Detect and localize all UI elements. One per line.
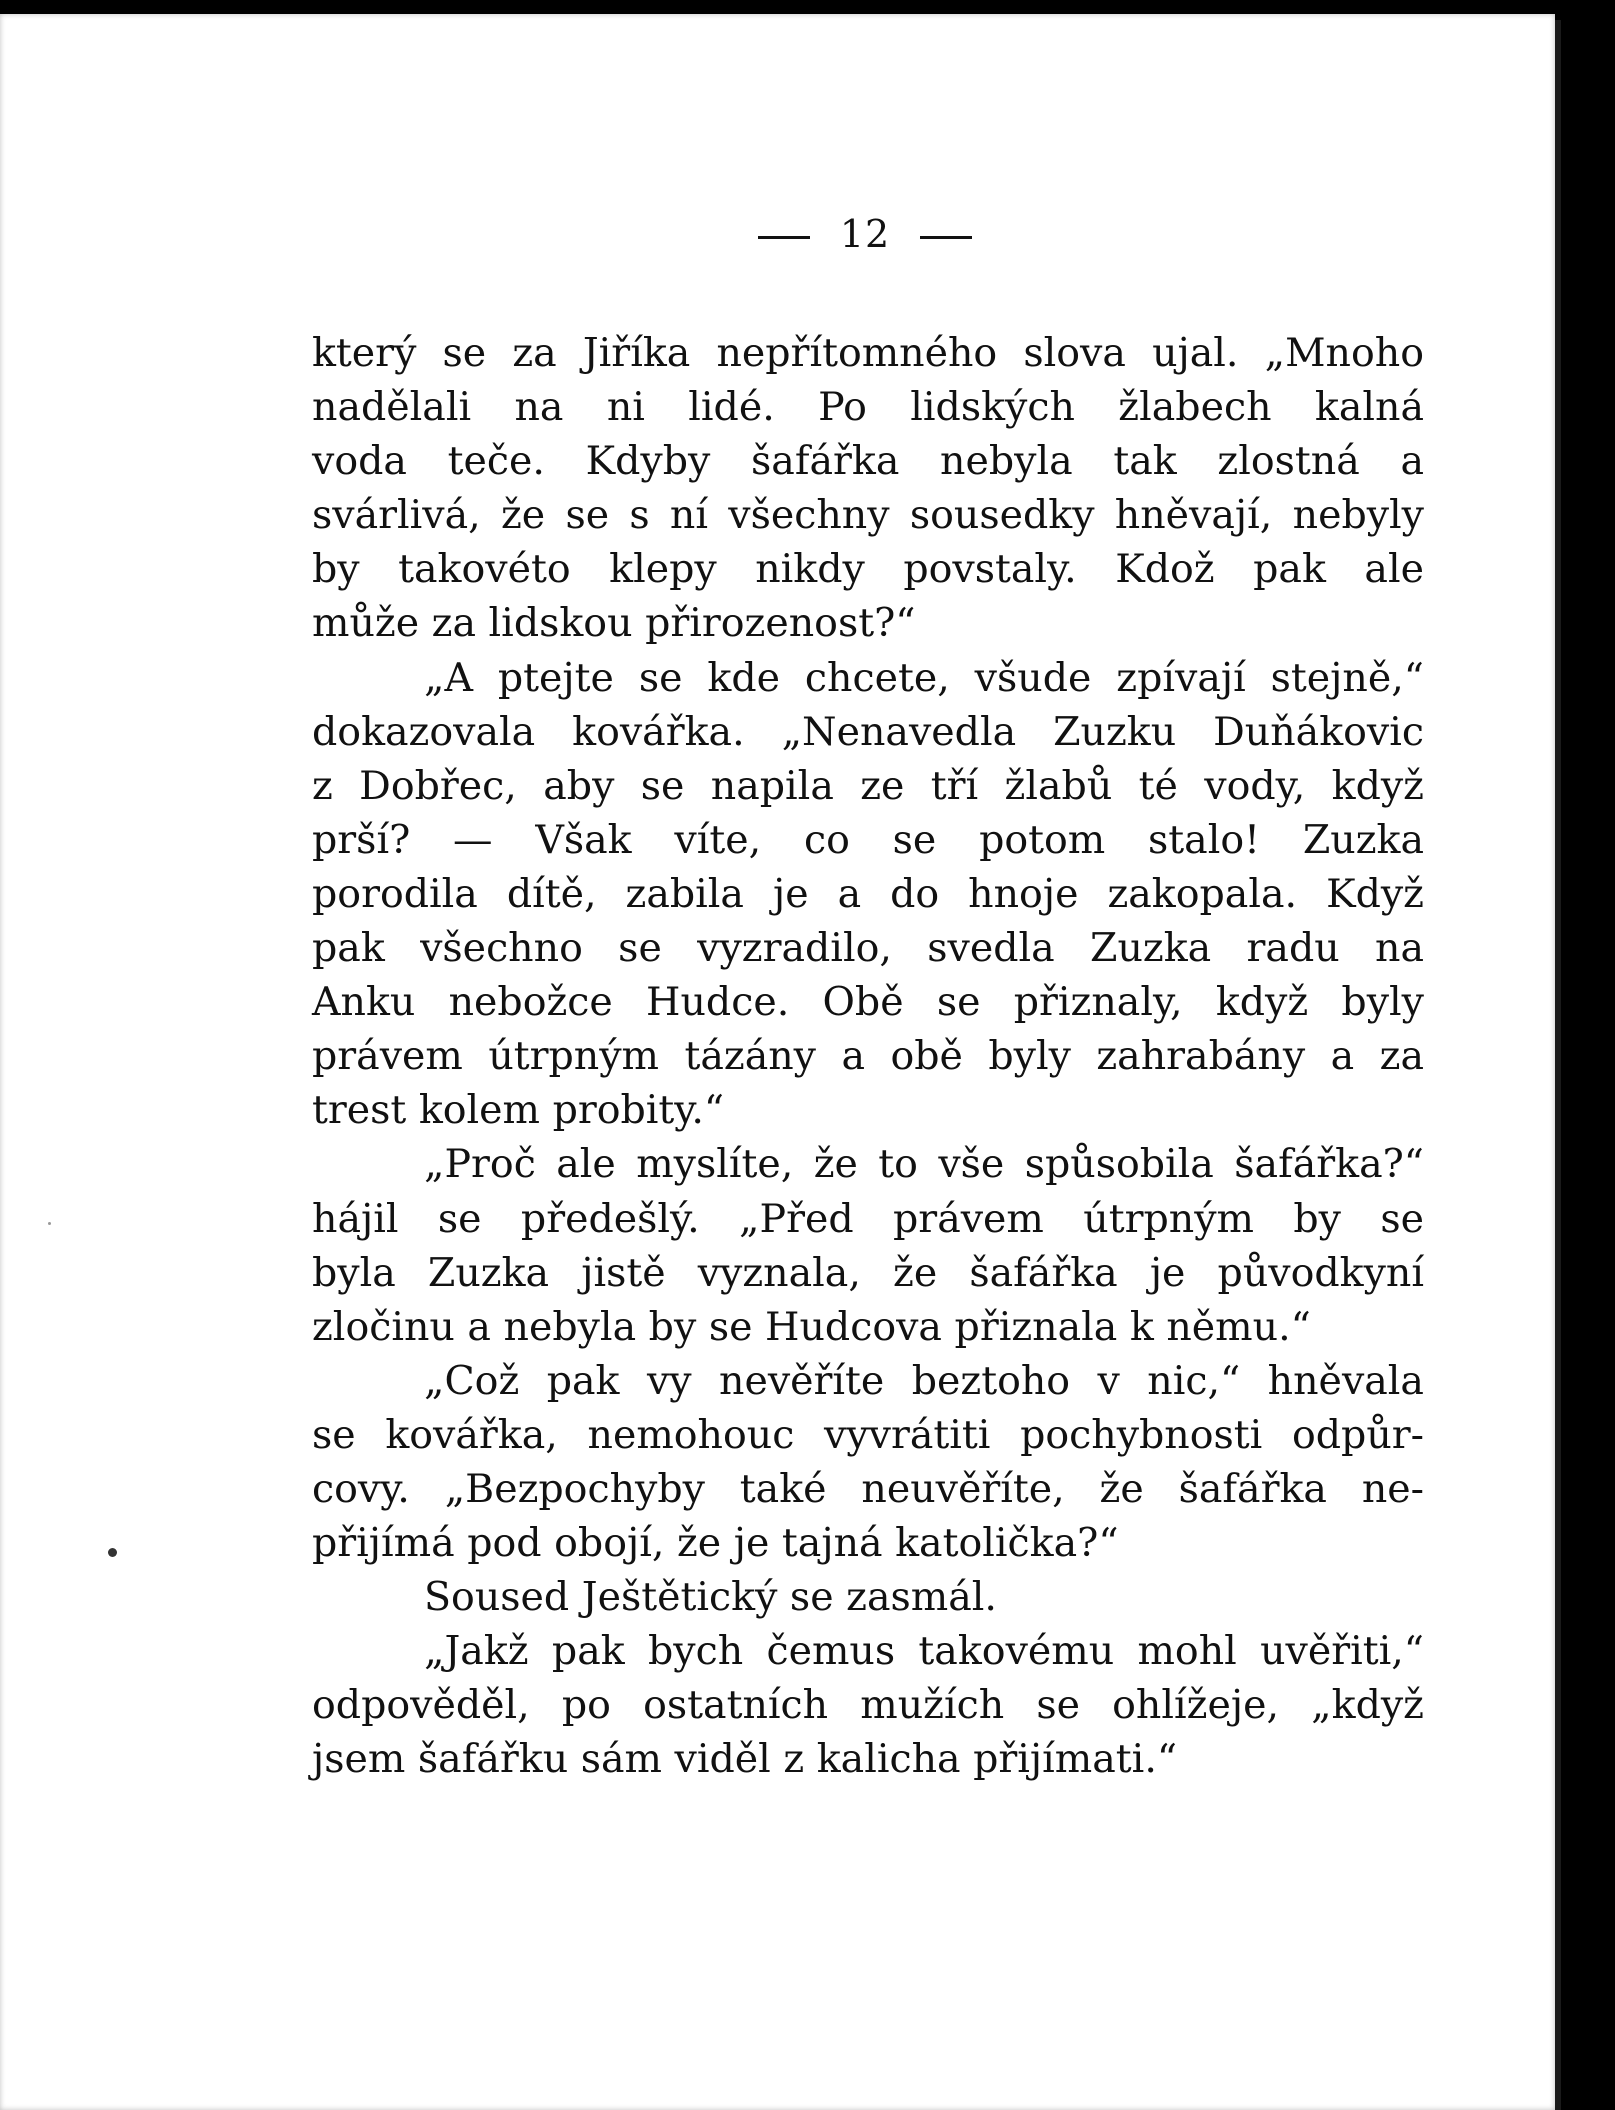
text-line: pak všechno se vyzradilo, svedla Zuzka radu na — [312, 925, 1424, 972]
text-line: byla Zuzka jistě vyznala, že šafářka je původkyní — [312, 1249, 1424, 1296]
scan-right-border — [1555, 0, 1615, 2110]
text-line: který se za Jiříka nepřítomného slova ujal. „Mnoho — [312, 330, 1424, 376]
text-line: dokazovala kovářka. „Nenavedla Zuzku Duňákovic — [312, 708, 1424, 755]
scan-speck — [48, 1222, 51, 1225]
text-line: „Což pak vy nevěříte beztoho v nic,“ hněvala — [424, 1357, 1424, 1404]
text-line: se kovářka, nemohouc vyvrátiti pochybnosti odpůr- — [312, 1411, 1424, 1458]
text-line: může za lidskou přirozenost?“ — [312, 600, 916, 647]
text-line: zločinu a nebyla by se Hudcova přiznala k němu.“ — [312, 1303, 1311, 1350]
text-line: covy. „Bezpochyby také neuvěříte, že šafářka ne- — [312, 1465, 1424, 1512]
text-line: hájil se předešlý. „Před právem útrpným by se — [312, 1195, 1424, 1242]
text-line: prší? — Však víte, co se potom stalo! Zuzka — [312, 816, 1424, 863]
text-line: by takovéto klepy nikdy povstaly. Kdož pak ale — [312, 546, 1424, 593]
scan-border-bevel — [1555, 20, 1561, 2110]
text-line: „Jakž pak bych čemus takovému mohl uvěřiti,“ — [424, 1628, 1424, 1675]
text-line: odpověděl, po ostatních mužích se ohlížeje, „když — [312, 1682, 1424, 1729]
text-line: „A ptejte se kde chcete, všude zpívají stejně,“ — [424, 654, 1424, 701]
text-line: přijímá pod obojí, že je tajná katolička?“ — [312, 1520, 1119, 1567]
page-number-header — [0, 212, 1615, 256]
text-line: voda teče. Kdyby šafářka nebyla tak zlostná a — [312, 438, 1424, 485]
text-line: trest kolem probity.“ — [312, 1087, 725, 1134]
text-line: „Proč ale myslíte, že to vše spůsobila šafářka?“ — [424, 1141, 1424, 1188]
scan-speck — [108, 1548, 117, 1557]
text-line: Soused Ještětický se zasmál. — [424, 1574, 997, 1621]
left-dash — [758, 236, 810, 239]
text-line: svárlivá, že se s ní všechny sousedky hněvají, nebyly — [312, 492, 1424, 539]
text-line: Anku nebožce Hudce. Obě se přiznaly, když byly — [312, 979, 1424, 1026]
text-line: porodila dítě, zabila je a do hnoje zakopala. Když — [312, 870, 1424, 917]
page-number: 12 — [839, 212, 891, 256]
text-line: jsem šafářku sám viděl z kalicha přijímati.“ — [312, 1736, 1178, 1783]
right-dash — [920, 236, 972, 239]
text-line: právem útrpným tázány a obě byly zahrabány a za — [312, 1033, 1424, 1080]
book-page — [0, 14, 1555, 2110]
text-line: z Dobřec, aby se napila ze tří žlabů té vody, když — [312, 762, 1424, 809]
text-line: nadělali na ni lidé. Po lidských žlabech kalná — [312, 384, 1424, 431]
body-text — [312, 326, 1424, 1787]
